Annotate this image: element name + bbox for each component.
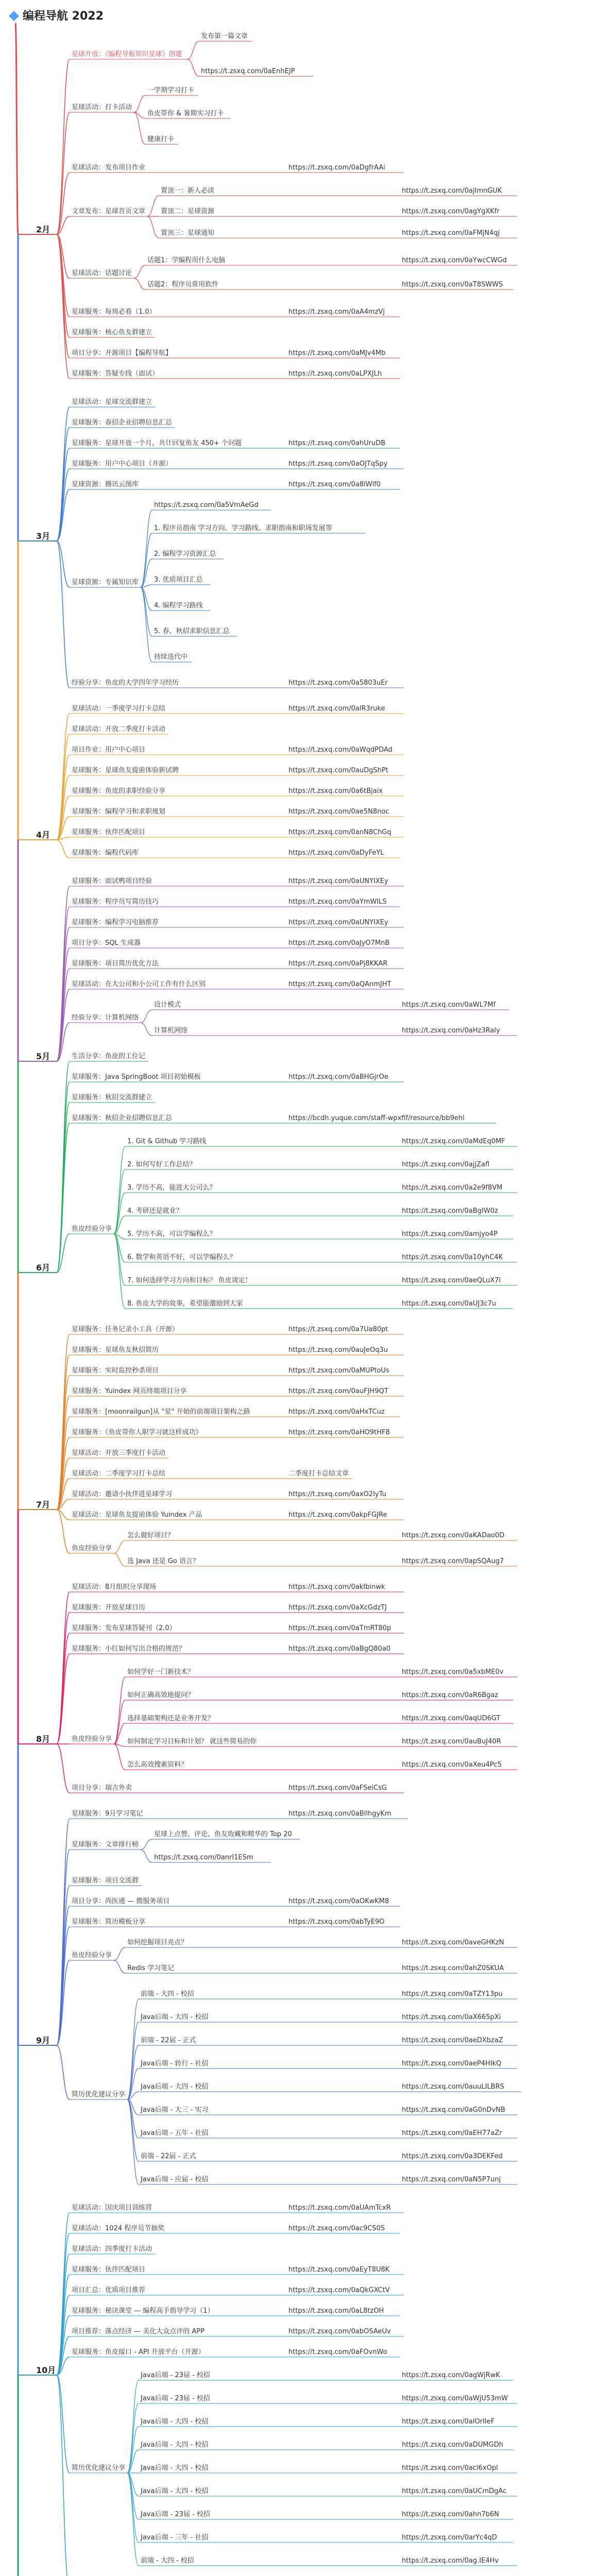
month-label: 9月 <box>36 2036 50 2045</box>
item-link: https://t.zsxq.com/0abTyE9O <box>288 1918 385 1926</box>
branch-line <box>57 59 70 234</box>
item-link: https://t.zsxq.com/0aBgQ80a0 <box>288 1645 391 1653</box>
sub-item-label: Java后端 - 转行 - 社招 <box>141 2060 209 2067</box>
month-label: 2月 <box>36 225 50 234</box>
item-label: 星球服务：星球开放一个月，共计回复鱼友 450+ 个问题 <box>72 439 242 447</box>
item-label: 星球活动：1024 程序员节抽奖 <box>72 2225 165 2232</box>
sub-item-link: https://t.zsxq.com/0amjyo4P <box>402 1230 498 1238</box>
item-link: https://t.zsxq.com/0auDgShPt <box>288 767 388 774</box>
item-label: 星球活动：星球鱼友提前体验 Yuindex 产品 <box>72 1511 202 1519</box>
item-link: https://t.zsxq.com/0aUNYIXEy <box>288 919 388 926</box>
item-label: 生活分享：鱼皮的工位记 <box>72 1053 146 1060</box>
month-label: 5月 <box>36 1052 50 1061</box>
sub-item-label: 4. 考研还是就业？ <box>127 1207 183 1215</box>
item-link: https://t.zsxq.com/0anN8ChGq <box>288 828 391 836</box>
item-link: https://t.zsxq.com/0axO2IyTu <box>288 1490 386 1498</box>
sub-item-label: Java后端 - 五年 - 社招 <box>141 2129 209 2137</box>
branch-line <box>57 1510 70 1553</box>
sub-branch-line <box>134 95 145 112</box>
sub-item-label: 8. 鱼皮大学的故事，希望能激励到大家 <box>127 1300 243 1308</box>
item-link: https://t.zsxq.com/0ac9CS0S <box>288 2225 385 2232</box>
sub-item-label: Java后端 - 大四 - 校招 <box>141 2013 209 2021</box>
title-text: 编程导航 2022 <box>23 10 104 23</box>
sub-item-label: 6. 数学和英语不好，可以学编程么？ <box>127 1253 236 1261</box>
branch-line <box>57 1123 70 1273</box>
item-label: 星球活动：国庆项目训练营 <box>72 2204 152 2212</box>
item-link: https://t.zsxq.com/0aDgfrAAi <box>288 164 385 172</box>
sub-item-label: 怎么高效搜索资料？ <box>127 1761 188 1769</box>
branch-line <box>57 840 70 858</box>
sub-item-link: https://t.zsxq.com/0ahZ0SKUA <box>402 1964 504 1972</box>
item-label: 星球服务：伙伴匹配项目 <box>72 828 146 836</box>
sub-branch-line <box>141 1023 152 1036</box>
sub-branch-line <box>127 2099 139 2184</box>
sub-branch-line <box>114 1146 125 1234</box>
item-link: https://t.zsxq.com/0a7Ua80pt <box>288 1326 388 1333</box>
sub-item-label: 5. 春、秋招求职信息汇总 <box>154 628 230 635</box>
item-label: 项目分享：尚医通 — 微服务项目 <box>72 1897 170 1905</box>
item-link: https://t.zsxq.com/0alR3ruke <box>288 705 385 713</box>
sub-item-label: Java后端 - 大四 - 校招 <box>141 2487 209 2495</box>
sub-item-link: https://t.zsxq.com/0aR6Bgaz <box>402 1691 499 1699</box>
sub-branch-line <box>141 510 152 587</box>
item-label: 星球资源：专属知识库 <box>72 579 139 586</box>
sub-branch-line <box>141 587 152 636</box>
item-link: https://t.zsxq.com/0aXcGdzTJ <box>288 1604 387 1612</box>
sub-item-label: 前端 - 22届 - 正式 <box>141 2037 196 2044</box>
sub-item-link: https://t.zsxq.com/0aWL7Mf <box>402 1001 496 1009</box>
sub-item-link: https://t.zsxq.com/0a3DEKFed <box>402 2153 503 2160</box>
sub-branch-line <box>147 196 159 216</box>
item-link: https://t.zsxq.com/0a6tBjaix <box>288 787 383 795</box>
sub-item-label: Java后端 - 大四 - 校招 <box>141 2441 209 2449</box>
sub-item-label: 设计模式 <box>154 1001 181 1009</box>
item-label: 星球服务：秋招企业招聘信息汇总 <box>72 1114 173 1122</box>
sub-item-link: https://t.zsxq.com/0auBuJ40R <box>402 1738 501 1745</box>
sub-item-link: https://t.zsxq.com/0aTZY13pu <box>402 1990 503 1998</box>
item-link: https://t.zsxq.com/0abOSAeUv <box>288 2328 391 2335</box>
sub-item-label: 如何挖掘项目亮点？ <box>127 1939 188 1946</box>
item-link: https://t.zsxq.com/0aHO9tHF8 <box>288 1429 390 1436</box>
sub-item-link: https://t.zsxq.com/0aeDXbzaZ <box>402 2037 503 2044</box>
sub-item-label: https://t.zsxq.com/0aEnhEJP <box>201 67 295 75</box>
sub-item-label: 置顶一：新人必读 <box>161 187 215 195</box>
item-label: 星球活动：在大公司和小公司工作有什么区别 <box>72 980 206 988</box>
sub-item-link: https://t.zsxq.com/0aHz3Raly <box>402 1027 500 1035</box>
sub-item-link: https://t.zsxq.com/0aKADao0D <box>402 1532 505 1539</box>
item-label: 星球服务：开放星球日历 <box>72 1604 146 1612</box>
item-label: 星球服务：文章排行榜 <box>72 1841 139 1849</box>
sub-item-label: Java后端 - 23届 - 校招 <box>141 2371 210 2379</box>
item-label: 星球服务：编程代码库 <box>72 849 139 857</box>
sub-item-label: https://t.zsxq.com/0anrl1ESm <box>154 1854 253 1861</box>
sub-item-label: Java后端 - 大四 - 校招 <box>141 2464 209 2472</box>
item-label: 星球活动：四季度打卡活动 <box>72 2245 152 2253</box>
sub-branch-line <box>114 1960 125 1973</box>
item-label: 项目分享：SQL 生成器 <box>72 939 141 947</box>
item-label: 文章发布：星球首页文章 <box>72 208 146 215</box>
sub-branch-line <box>187 41 199 59</box>
branch-line <box>57 234 70 358</box>
sub-item-link: https://t.zsxq.com/0aUJ3c7u <box>402 1300 497 1308</box>
item-label: 简历优化建议分享 <box>72 2464 126 2472</box>
branch-line <box>57 907 70 1061</box>
item-link: https://t.zsxq.com/0aBllhgyKm <box>288 1810 391 1818</box>
sub-branch-line <box>141 559 152 587</box>
item-link: https://t.zsxq.com/0ae5N8noc <box>288 808 389 816</box>
item-label: 星球服务：发布星球答疑刊（2.0） <box>72 1624 176 1632</box>
item-link: https://t.zsxq.com/0aJyO7MnB <box>288 939 390 947</box>
item-label: 项目分享：开源项目【编程导航】 <box>72 349 173 357</box>
sub-item-label: 选 Java 还是 Go 语言？ <box>127 1557 200 1565</box>
item-label: 星球服务：9月学习笔记 <box>72 1810 143 1818</box>
sub-item-label: 健康打卡 <box>147 135 175 143</box>
sub-item-link: https://t.zsxq.com/0agWjRwK <box>402 2371 500 2379</box>
item-label: 星球服务：星球鱼友提前体验新试聘 <box>72 767 179 774</box>
branch-line <box>57 2045 70 2099</box>
branch-line <box>57 734 70 840</box>
item-label: 星球服务：项目交流群 <box>72 1877 139 1885</box>
item-label: 星球服务：程序员写简历技巧 <box>72 898 159 906</box>
item-label: 星球活动：星球交流群建立 <box>72 398 152 406</box>
sub-item-label: Redis 学习笔记 <box>127 1964 175 1972</box>
item-label: 星球活动：开放二季度打卡活动 <box>72 725 166 733</box>
item-link: https://t.zsxq.com/0aYmWILS <box>288 898 387 906</box>
branch-line <box>57 1592 70 1744</box>
month-label: 3月 <box>36 531 50 541</box>
item-label: 星球活动：一季度学习打卡总结 <box>72 705 166 713</box>
sub-item-link: https://t.zsxq.com/0a10yhC4K <box>402 1253 503 1261</box>
branch-line <box>57 448 70 541</box>
item-label: 星球资源：腾讯云图库 <box>72 481 139 488</box>
item-label: 星球服务：面试鸭项目经验 <box>72 877 152 885</box>
sub-item-label: 前端 - 22届 - 正式 <box>141 2153 196 2160</box>
branch-line <box>57 1613 70 1744</box>
item-label: 项目推荐：落点经济 — 美化大众点评的 APP <box>72 2328 204 2335</box>
sub-branch-line <box>141 1850 152 1862</box>
sub-branch-line <box>141 1010 152 1023</box>
item-label: 星球服务：秋招交流群建立 <box>72 1094 152 1101</box>
item-label: 星球开放：《编程导航知识星球》创建 <box>72 50 182 58</box>
branch-line <box>57 2375 70 2473</box>
sub-item-link: https://t.zsxq.com/0agYgXKfr <box>402 208 500 215</box>
sub-item-link: https://t.zsxq.com/0aEH77aZr <box>402 2129 502 2137</box>
sub-item-link: https://t.zsxq.com/0aveGHKzN <box>402 1939 504 1946</box>
item-label: 星球服务：《鱼皮带你人职学习就这样成功》 <box>72 1429 202 1436</box>
sub-item-label: Java后端 - 23届 - 校招 <box>141 2395 210 2402</box>
item-link: https://t.zsxq.com/0aA4mzVj <box>288 308 385 316</box>
branch-line <box>57 2375 70 2576</box>
sub-item-label: 星球上点赞、评论、鱼友收藏和精华的 Top 20 <box>154 1831 292 1838</box>
sub-item-link: https://t.zsxq.com/0aFMjN4qj <box>402 229 500 237</box>
item-label: 星球活动：发布项目作业 <box>72 164 146 172</box>
item-label: 星球服务：鱼皮的求职经验分享 <box>72 787 166 795</box>
sub-branch-line <box>127 2099 139 2161</box>
sub-item-link: https://t.zsxq.com/0aMdEq0MF <box>402 1138 505 1145</box>
item-link: https://t.zsxq.com/0aLPXJLh <box>288 370 382 378</box>
item-link: https://t.zsxq.com/0aFOvnWo <box>288 2348 387 2356</box>
sub-item-link: https://t.zsxq.com/0acl6xOpl <box>402 2464 498 2472</box>
item-link: https://t.zsxq.com/0a8lWlf0 <box>288 481 381 488</box>
sub-item-label: 如何学好一门新技术？ <box>127 1668 195 1676</box>
sub-item-link: https://t.zsxq.com/0aT8SWWS <box>402 281 503 289</box>
sub-branch-line <box>114 1947 125 1960</box>
sub-item-label: 2. 编程学习资源汇总 <box>154 550 216 558</box>
sub-item-link: https://t.zsxq.com/0aqUD6GT <box>402 1715 501 1722</box>
item-label: 经验分享：鱼皮的大学四年学习经历 <box>72 679 179 687</box>
item-link: https://t.zsxq.com/0aBHGjrOe <box>288 1073 388 1081</box>
month-label: 7月 <box>36 1500 50 1510</box>
month-label: 6月 <box>36 1263 50 1273</box>
item-label: 项目分享：瑞吉外卖 <box>72 1784 132 1792</box>
item-label: 星球服务：每周必看（1.0） <box>72 308 156 316</box>
item-link: https://t.zsxq.com/0aFSeiCsG <box>288 1784 387 1792</box>
item-link: https://t.zsxq.com/0auFJH9QT <box>288 1387 388 1395</box>
sub-branch-line <box>187 59 199 76</box>
sub-item-label: 发布第一篇文章 <box>201 32 248 40</box>
item-label: 星球活动：话题讨论 <box>72 269 132 277</box>
sub-branch-line <box>114 1553 125 1566</box>
sub-item-link: https://t.zsxq.com/0aeP4HIkQ <box>402 2060 502 2067</box>
sub-item-label: 1. 程序员指南 学习方向、学习路线、求职指南和职场发展等 <box>154 524 332 532</box>
month-label: 10月 <box>36 2365 56 2375</box>
sub-item-label: 置顶三：星球通知 <box>161 229 215 237</box>
sub-item-link: https://t.zsxq.com/0aG0nDvNB <box>402 2106 505 2114</box>
item-link: https://t.zsxq.com/0aWqdPDAd <box>288 746 393 754</box>
item-label: 星球活动：8月组织分享现场 <box>72 1583 157 1591</box>
item-link: https://t.zsxq.com/0aL8tzOH <box>288 2307 384 2315</box>
item-label: 星球服务：Yuindex 网页终端项目分享 <box>72 1387 187 1395</box>
sub-item-link: https://t.zsxq.com/0aDUMGDh <box>402 2441 503 2449</box>
sub-item-label: 计算机网络 <box>154 1027 188 1035</box>
item-link: https://t.zsxq.com/0aOJTqSpy <box>288 460 388 468</box>
sub-branch-line <box>127 2380 139 2473</box>
sub-item-link: https://t.zsxq.com/0aN5P7unj <box>402 2176 501 2183</box>
sub-item-link: https://t.zsxq.com/0aUCmDgAc <box>402 2487 507 2495</box>
item-link: 二季度打卡总结文章 <box>288 1470 349 1478</box>
sub-branch-line <box>147 216 159 238</box>
item-label: 星球服务：小红如何写出合格的规范？ <box>72 1645 186 1653</box>
sub-item-label: 如何正确高效地提问？ <box>127 1691 195 1699</box>
branch-line <box>57 1744 70 1793</box>
item-label: 星球服务：核心鱼友群建立 <box>72 329 152 336</box>
sub-item-label: Java后端 - 23届 - 校招 <box>141 2511 210 2518</box>
sub-branch-line <box>127 2427 139 2473</box>
item-label: 鱼皮经验分享 <box>72 1225 112 1233</box>
sub-branch-line <box>134 265 145 278</box>
branch-line <box>57 234 70 337</box>
sub-item-label: 话题2：程序员常用软件 <box>147 281 219 289</box>
item-label: 星球服务：Java SpringBoot 项目初始模板 <box>72 1073 201 1081</box>
item-label: 星球服务：编程学习电脑推荐 <box>72 919 159 926</box>
sub-item-label: 选择基础架构还是业务开发？ <box>127 1715 215 1722</box>
branch-line <box>57 1633 70 1744</box>
branch-line <box>57 407 70 541</box>
branch-line <box>57 112 70 234</box>
item-link: https://t.zsxq.com/0aHxTCuz <box>288 1408 385 1416</box>
sub-item-label: 话题1：学编程用什么电脑 <box>147 257 226 264</box>
item-label: 星球活动：开放三季度打卡活动 <box>72 1449 166 1457</box>
branch-line <box>57 1850 70 2045</box>
sub-item-label: 怎么做好项目？ <box>127 1532 175 1539</box>
sub-branch-line <box>114 1744 125 1770</box>
item-label: 星球服务：[moonrailgun]从 "星" 开始的前端项目架构之路 <box>72 1408 250 1416</box>
sub-item-label: https://t.zsxq.com/0a5VmAeGd <box>154 501 259 509</box>
item-label: 星球服务：春招企业招聘信息汇总 <box>72 419 173 427</box>
sub-item-label: 3. 学历不高，能进大公司么？ <box>127 1184 216 1192</box>
sub-branch-line <box>127 2473 139 2566</box>
item-link: https://t.zsxq.com/0a5803uEr <box>288 679 388 687</box>
sub-branch-line <box>114 1234 125 1285</box>
sub-item-label: 2. 如何写好工作总结？ <box>127 1161 196 1168</box>
item-label: 鱼皮经验分享 <box>72 1952 112 1959</box>
sub-item-link: https://t.zsxq.com/0apSQAug7 <box>402 1557 504 1565</box>
sub-item-label: 7. 如何选择学习方向和目标？ 鱼皮谈定！ <box>127 1277 252 1284</box>
item-label: 星球服务：简历模板分享 <box>72 1918 146 1926</box>
item-link: https://t.zsxq.com/0akIbinwk <box>288 1583 385 1591</box>
sub-branch-line <box>114 1700 125 1744</box>
item-label: 鱼皮经验分享 <box>72 1735 112 1743</box>
sub-item-label: 鱼皮带你 & 暑期实习打卡 <box>147 110 224 117</box>
sub-item-link: https://t.zsxq.com/0aWjU53mW <box>402 2395 508 2402</box>
item-label: 星球服务：项目简历优化方法 <box>72 960 159 968</box>
sub-item-label: 持续迭代中 <box>154 653 188 661</box>
item-link: https://t.zsxq.com/0aUAmTcxR <box>288 2204 391 2212</box>
item-link: https://t.zsxq.com/0ahUruDB <box>288 439 386 447</box>
item-label: 星球服务：秘诀课堂 — 编程高手指导学习（1） <box>72 2307 214 2315</box>
sub-item-label: Java后端 - 大四 - 校招 <box>141 2083 209 2091</box>
item-link: https://bcdh.yuque.com/staff-wpxfif/resource/bb9ehl <box>288 1114 465 1122</box>
sub-item-link: https://t.zsxq.com/0a2e9f8VM <box>402 1184 503 1192</box>
item-link: https://t.zsxq.com/0aQAnmJHT <box>288 980 391 988</box>
item-link: https://t.zsxq.com/0aDyFeYL <box>288 849 384 857</box>
item-label: 项目作业：用户中心项目 <box>72 746 146 754</box>
item-label: 星球活动：邀请小伙伴进星球学习 <box>72 1490 173 1498</box>
sub-item-link: https://t.zsxq.com/0a5xbME0v <box>402 1668 504 1676</box>
item-link: https://t.zsxq.com/0aMUPtoUs <box>288 1367 389 1375</box>
sub-item-link: https://t.zsxq.com/0ag.IE4Hv <box>402 2557 499 2565</box>
sub-item-link: https://t.zsxq.com/0arYc4qD <box>402 2534 497 2541</box>
sub-item-label: Java后端 - 大四 - 校招 <box>141 2418 209 2426</box>
sub-branch-line <box>134 278 145 290</box>
branch-line <box>57 714 70 840</box>
sub-item-link: https://t.zsxq.com/0ajjZafl <box>402 1161 490 1168</box>
sub-item-link: https://t.zsxq.com/0aX665pXi <box>402 2013 501 2021</box>
item-label: 星球服务：实时监控秒杀项目 <box>72 1367 159 1375</box>
sub-item-link: https://t.zsxq.com/0aBgIW0z <box>402 1207 498 1215</box>
item-link: https://t.zsxq.com/0aEyT8U8K <box>288 2266 390 2274</box>
sub-branch-line <box>114 1540 125 1553</box>
item-label: 鱼皮经验分享 <box>72 1545 112 1552</box>
sub-item-link: https://t.zsxq.com/0aeQLuX7l <box>402 1277 501 1284</box>
sub-branch-line <box>134 112 145 144</box>
item-label: 星球活动：打卡活动 <box>72 104 132 111</box>
branch-line <box>57 1886 70 2045</box>
item-label: 星球服务：鱼皮接口 - API 开放平台（开源） <box>72 2348 205 2356</box>
item-link: https://t.zsxq.com/0aMJv4Mb <box>288 349 386 357</box>
sub-item-label: 一学期学习打卡 <box>147 87 195 94</box>
item-label: 星球服务：伙伴匹配项目 <box>72 2266 146 2274</box>
sub-item-label: 如何制定学习目标和计划？ 就这些简易的你 <box>127 1738 257 1745</box>
sub-branch-line <box>141 1839 152 1850</box>
sub-item-label: 5. 学历不高，可以学编程么？ <box>127 1230 216 1238</box>
sub-item-link: https://t.zsxq.com/0alOrIIeF <box>402 2418 495 2426</box>
sub-item-label: 3. 优质项目汇总 <box>154 576 203 584</box>
sub-item-label: 前端 - 大四 - 校招 <box>141 2557 194 2565</box>
item-link: https://t.zsxq.com/0aOKwKM8 <box>288 1897 389 1905</box>
branch-line <box>57 428 70 541</box>
item-label: 经验分享：计算机网络 <box>72 1014 139 1022</box>
sub-item-label: 1. Git & Github 学习路线 <box>127 1138 207 1145</box>
item-link: https://t.zsxq.com/0aTmRT80p <box>288 1624 391 1632</box>
branch-line <box>57 1376 70 1510</box>
sub-item-link: https://t.zsxq.com/0aXeu4Pc5 <box>402 1761 502 1769</box>
root-branch <box>15 23 18 234</box>
sub-item-label: 4. 编程学习路线 <box>154 602 203 609</box>
sub-item-label: Java后端 - 应届 - 校招 <box>141 2176 209 2183</box>
sub-item-link: https://t.zsxq.com/0ajImnGUK <box>402 187 502 195</box>
item-label: 简历优化建议分享 <box>72 2091 126 2098</box>
sub-item-label: Java后端 - 大三 - 实习 <box>141 2106 209 2114</box>
item-label: 星球服务：星球鱼友秋招简历 <box>72 1346 159 1354</box>
month-label: 4月 <box>36 830 50 840</box>
sub-item-link: https://t.zsxq.com/0ahn7b6N <box>402 2511 499 2518</box>
sub-item-link: https://t.zsxq.com/0auuLILBRS <box>402 2083 504 2091</box>
item-link: https://t.zsxq.com/0aPj8KKAR <box>288 960 388 968</box>
sub-item-label: 置顶二：星球资源 <box>161 208 215 215</box>
item-label: 星球服务：答疑专线（面试） <box>72 370 159 378</box>
item-link: https://t.zsxq.com/0auJeOq3u <box>288 1346 388 1354</box>
month-label: 8月 <box>36 1734 50 1744</box>
item-link: https://t.zsxq.com/0akpFGJRe <box>288 1511 387 1519</box>
item-label: 项目汇总：优质项目推荐 <box>72 2286 146 2294</box>
item-link: https://t.zsxq.com/0aUNYIXEy <box>288 877 388 885</box>
item-label: 星球服务：编程学习和求职规划 <box>72 808 166 816</box>
item-label: 星球服务：任务记录小工具（开源） <box>72 1326 179 1333</box>
sub-item-link: https://t.zsxq.com/0aYwcCWGd <box>402 257 507 264</box>
item-label: 星球服务：用户中心项目（开源） <box>72 460 173 468</box>
sub-item-label: Java后端 - 三年 - 社招 <box>141 2534 209 2541</box>
item-label: 星球活动：二季度学习打卡总结 <box>72 1470 166 1478</box>
sub-branch-line <box>127 2022 139 2099</box>
sub-branch-line <box>127 2473 139 2519</box>
sub-item-label: 前端 - 大四 - 校招 <box>141 1990 194 1998</box>
sub-branch-line <box>114 1234 125 1309</box>
item-link: https://t.zsxq.com/0aQkGXCtV <box>288 2286 390 2294</box>
